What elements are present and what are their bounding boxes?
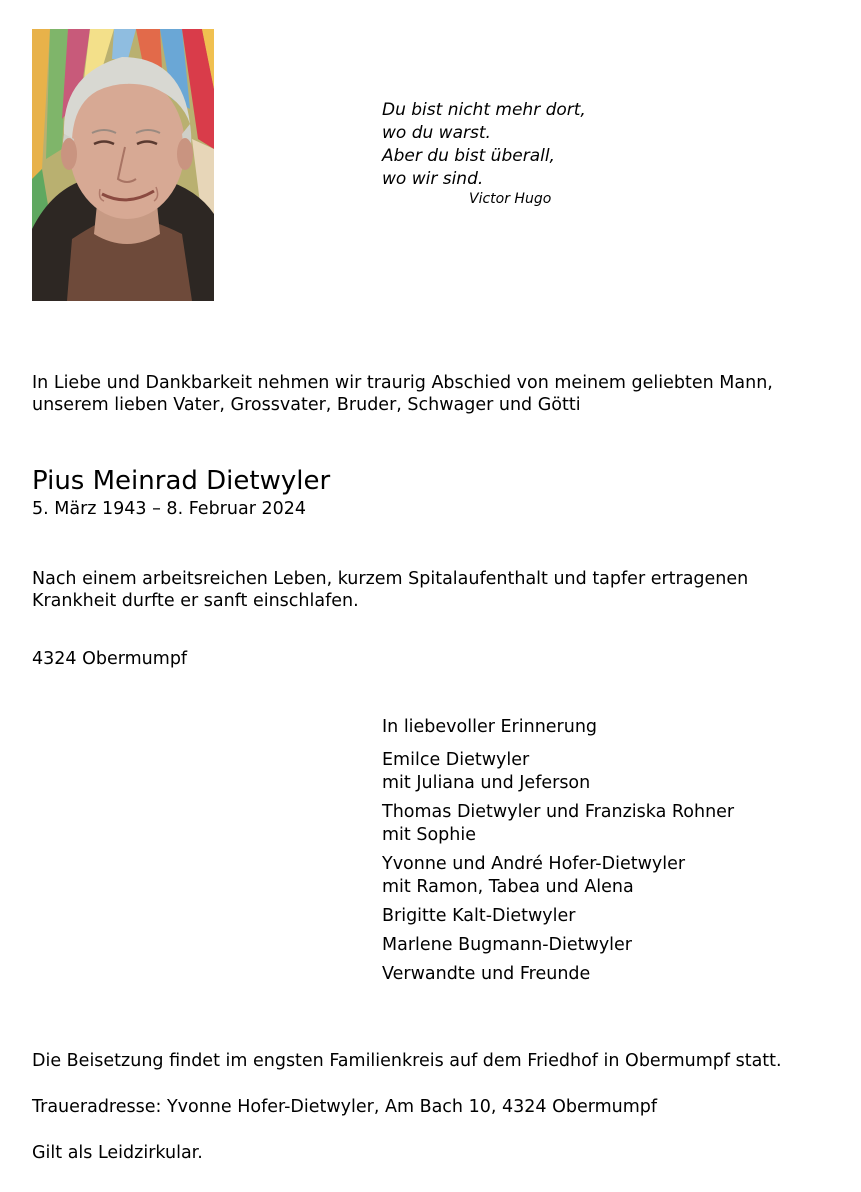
- quote-line: Du bist nicht mehr dort,: [382, 100, 586, 120]
- mourner-name: Verwandte und Freunde: [382, 964, 591, 984]
- portrait-photo: [32, 29, 214, 301]
- list-item: [382, 801, 734, 847]
- notice-line-1: Nach einem arbeitsreichen Leben, kurzem Spitalaufenthalt und tapfer ertragenen: [32, 569, 749, 589]
- mourner-name: Emilce Dietwyler: [382, 750, 530, 770]
- list-item: [382, 934, 734, 957]
- mourner-name: Thomas Dietwyler und Franziska Rohner: [382, 802, 735, 822]
- quote-line: Aber du bist überall,: [382, 146, 555, 166]
- list-item: [382, 853, 734, 899]
- mourner-name: Brigitte Kalt-Dietwyler: [382, 906, 576, 926]
- mourners-list: [382, 716, 734, 992]
- circular-note: Gilt als Leidzirkular.: [32, 1143, 203, 1163]
- quote: [382, 99, 586, 191]
- burial-notice: Die Beisetzung findet im engsten Familienkreis auf dem Friedhof in Obermumpf statt.: [32, 1051, 782, 1071]
- place: 4324 Obermumpf: [32, 649, 188, 669]
- intro-line-1: In Liebe und Dankbarkeit nehmen wir traurig Abschied von meinem geliebten Mann,: [32, 373, 773, 393]
- mourner-name: Yvonne und André Hofer-Dietwyler: [382, 854, 686, 874]
- intro-line-2: unserem lieben Vater, Grossvater, Bruder, Schwager und Götti: [32, 395, 581, 415]
- quote-line: wo du warst.: [382, 123, 491, 143]
- list-item: [382, 749, 734, 795]
- deceased-dates: 5. März 1943 – 8. Februar 2024: [32, 499, 306, 519]
- mourning-address: Traueradresse: Yvonne Hofer-Dietwyler, Am Bach 10, 4324 Obermumpf: [32, 1097, 658, 1117]
- list-item: [382, 963, 734, 986]
- mourner-family: mit Ramon, Tabea und Alena: [382, 877, 634, 897]
- mourner-name: Marlene Bugmann-Dietwyler: [382, 935, 632, 955]
- mourners-header: [382, 716, 734, 739]
- mourners-header-text: In liebevoller Erinnerung: [382, 717, 598, 737]
- list-item: [382, 905, 734, 928]
- mourner-family: mit Juliana und Jeferson: [382, 773, 591, 793]
- notice-line-2: Krankheit durfte er sanft einschlafen.: [32, 591, 359, 611]
- deceased-name: Pius Meinrad Dietwyler: [32, 466, 331, 496]
- mourner-family: mit Sophie: [382, 825, 476, 845]
- quote-line: wo wir sind.: [382, 169, 484, 189]
- quote-author: Victor Hugo: [469, 191, 552, 207]
